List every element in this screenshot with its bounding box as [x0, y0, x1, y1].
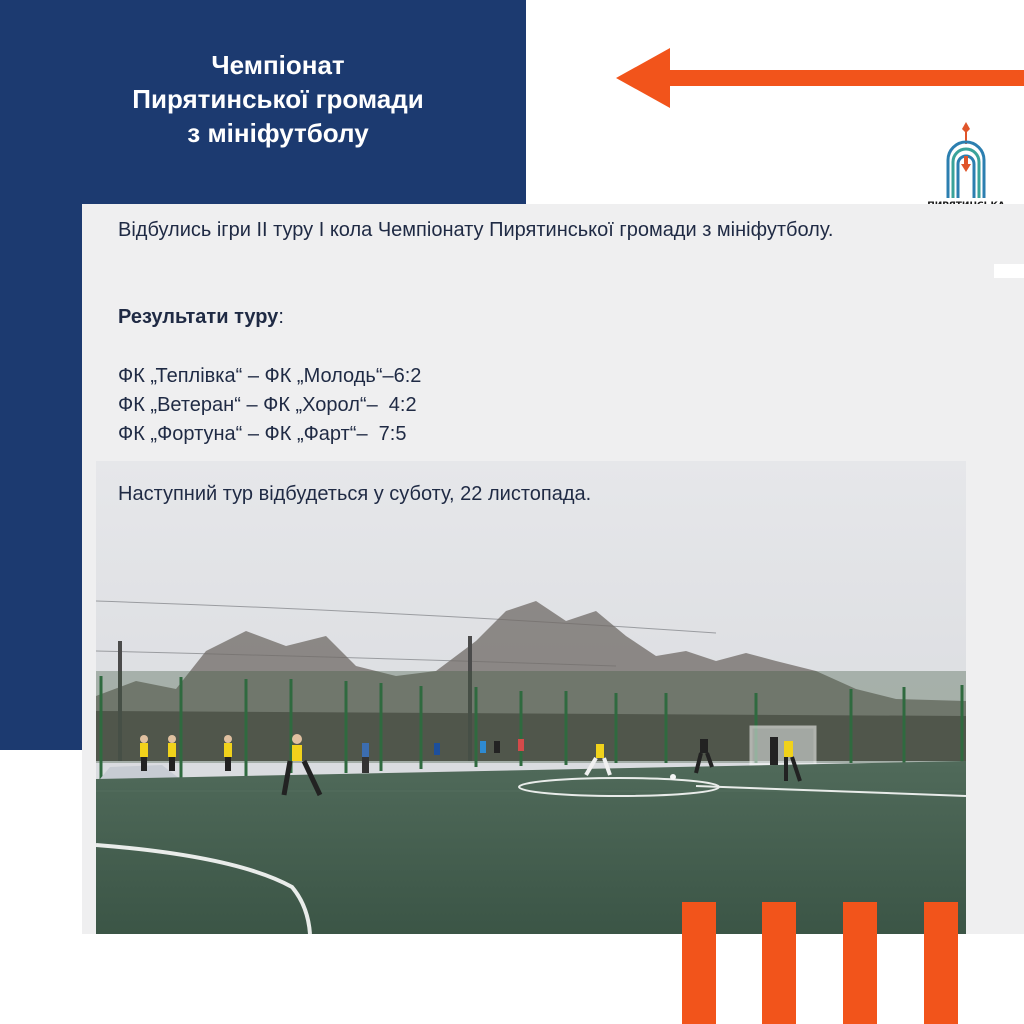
arrow-left-icon [616, 46, 1024, 110]
results-heading [118, 303, 284, 331]
orange-stripe [924, 902, 958, 1024]
next-tour-notice: Наступний тур відбудеться у суботу, 22 листопада. [118, 483, 592, 505]
title-line-3: з мініфутболу [187, 118, 369, 148]
orange-stripe [762, 902, 796, 1024]
results-colon: : [278, 306, 284, 328]
results-label: Результати туру [118, 306, 279, 328]
decorative-notch [994, 264, 1024, 278]
orange-stripe [682, 902, 716, 1024]
post-intro: Відбулись ігри ІІ туру І кола Чемпіонату Пирятинської громади з мініфутболу. [118, 219, 834, 241]
orange-stripe [843, 902, 877, 1024]
title-line-1: Чемпіонат [211, 50, 345, 80]
title-line-2: Пирятинської громади [132, 84, 424, 114]
page-title [30, 48, 526, 150]
result-line-1: ФК „Теплівка“ – ФК „Молодь“–6:2 [118, 365, 422, 387]
pyriatyn-arch-emblem-icon [945, 120, 987, 200]
results-list [118, 362, 421, 449]
match-photo [96, 461, 966, 934]
result-line-3: ФК „Фортуна“ – ФК „Фарт“– 7:5 [118, 423, 407, 445]
result-line-2: ФК „Ветеран“ – ФК „Хорол“– 4:2 [118, 394, 417, 416]
